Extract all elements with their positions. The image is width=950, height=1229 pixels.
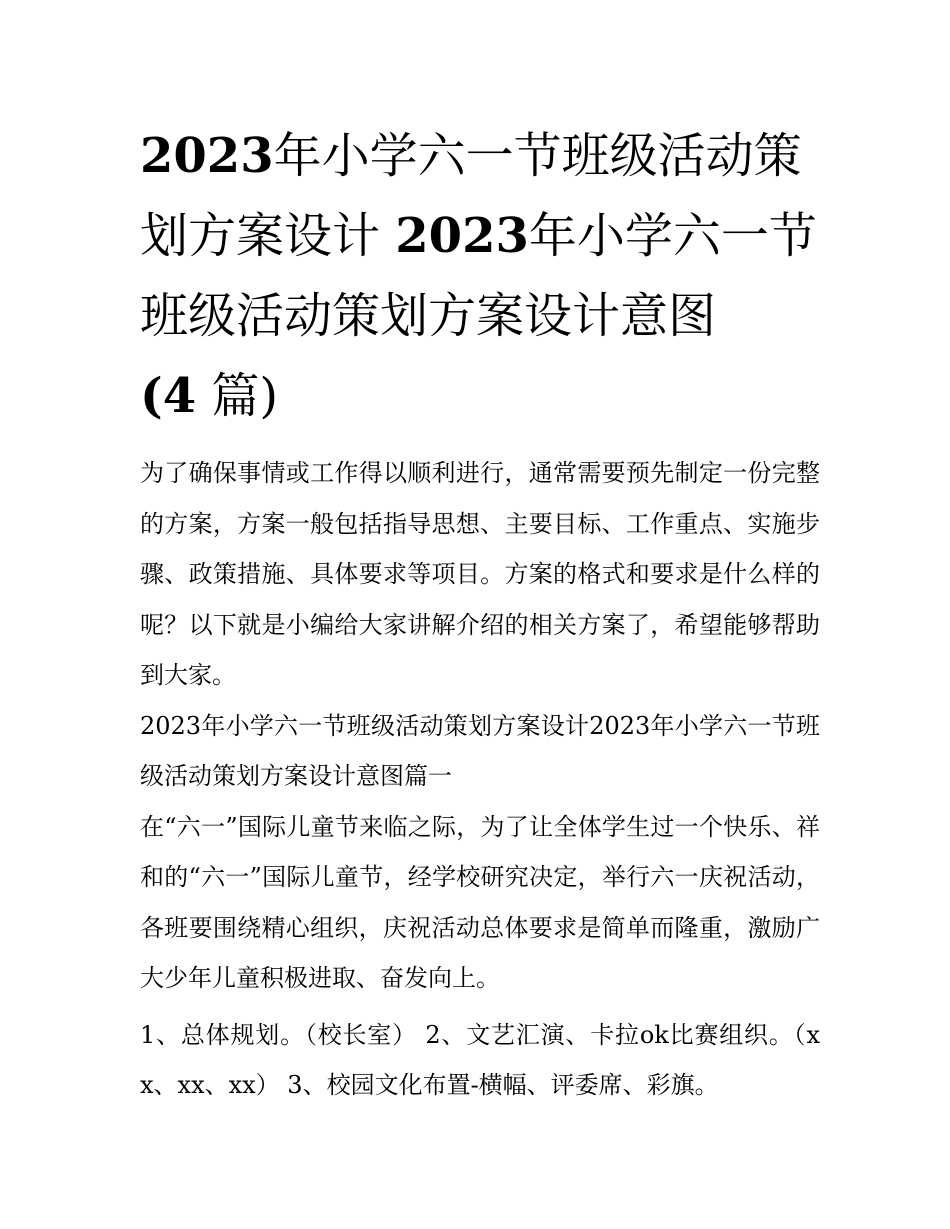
document-title (140, 116, 820, 436)
document-page (140, 116, 820, 1111)
title-text-1: 年小学六一节班级活动策划方案设计 (140, 128, 802, 264)
title-year-1: 2023 (140, 128, 274, 184)
task-list-paragraph: 1、总体规划。（校长室） 2、文艺汇演、卡拉ok比赛组织。（xx、xx、xx） 3、校园文化布置-横幅、评委席、彩旗。 (140, 1020, 820, 1099)
title-text-2: 年小学六一节班级活动策划方案设计意图 (140, 208, 817, 344)
title-suffix: 篇) (211, 368, 279, 424)
body-paragraph: 在“六一”国际儿童节来临之际，为了让全体学生过一个快乐、祥和的“六一”国际儿童节，经学校研究决定，举行六一庆祝活动，各班要围绕精心组织，庆祝活动总体要求是简单而隆重，激励广大少年儿童积极进取、奋发向上。 (140, 812, 820, 992)
intro-paragraph: 为了确保事情或工作得以顺利进行，通常需要预先制定一份完整的方案，方案一般包括指导思想、主要目标、工作重点、实施步骤、政策措施、具体要求等项目。方案的格式和要求是什么样的呢？以下就是小编给大家讲解介绍的相关方案了，希望能够帮助到大家。 (140, 459, 820, 689)
section-heading: 2023年小学六一节班级活动策划方案设计2023年小学六一节班级活动策划方案设计意图篇一 (140, 711, 820, 790)
title-count: (4 (140, 368, 197, 424)
title-year-2: 2023 (395, 208, 529, 264)
